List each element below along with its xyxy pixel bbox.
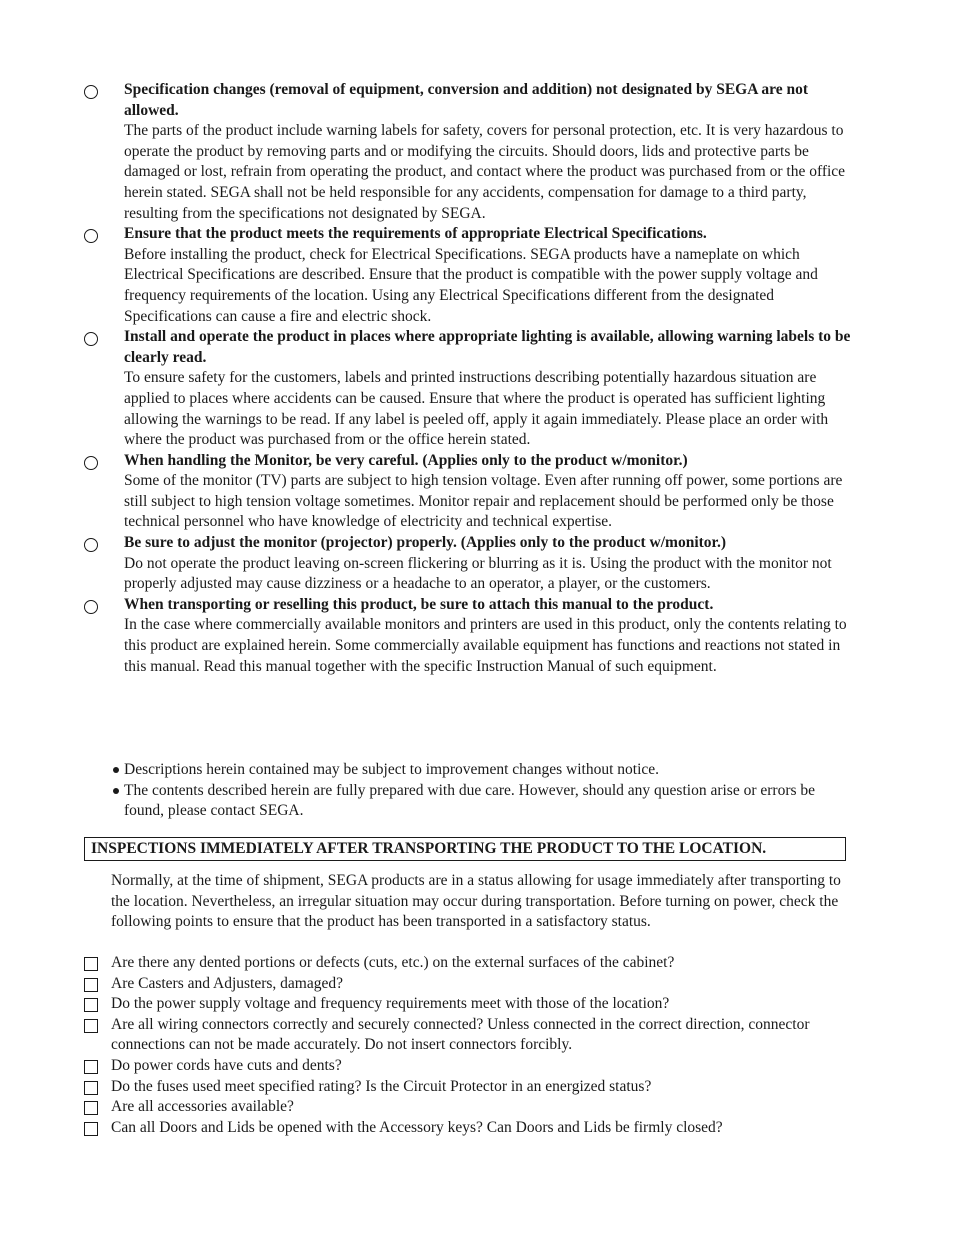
- precaution-item: [84, 451, 854, 533]
- checkbox-icon: [84, 1060, 98, 1074]
- circle-bullet-icon: [84, 85, 98, 99]
- checkbox-icon: [84, 1122, 98, 1136]
- dot-bullet-icon: [113, 788, 119, 794]
- checkbox-icon: [84, 1081, 98, 1095]
- precaution-item: [84, 224, 854, 327]
- precaution-title: Install and operate the product in places where appropriate lighting is available, allowing warning labels to be clearly read.: [124, 328, 851, 366]
- checkbox-icon: [84, 1019, 98, 1033]
- checklist-item: [84, 1097, 844, 1118]
- inspection-intro: Normally, at the time of shipment, SEGA products are in a status allowing for usage immediately after transporting to the location. Nevertheless, an irregular situation may occur during transportation. Before turning on power, check the following points to ensure that the product has been transported in a satisfactory status.: [111, 872, 841, 931]
- checklist-text: Do the power supply voltage and frequency requirements meet with those of the location?: [111, 995, 670, 1013]
- precaution-title: Ensure that the product meets the requirements of appropriate Electrical Specifications.: [124, 225, 707, 243]
- checkbox-icon: [84, 1101, 98, 1115]
- precaution-body: Do not operate the product leaving on-screen flickering or blurring as it is. Using the product with the monitor not properly adjusted may cause dizziness or a headache to an operator, a player, or the customers.: [124, 554, 832, 593]
- precaution-body: To ensure safety for the customers, labels and printed instructions describing potentially hazardous situation are applied to places where accidents can be caused. Ensure that where the product is operated has sufficient lighting allowing the warnings to be read. If any label is peeled off, apply it again immediately. Please place an order with where the product was purchased from or the office herein stated.: [124, 369, 829, 449]
- checklist-item: [84, 994, 844, 1015]
- inspection-heading: INSPECTIONS IMMEDIATELY AFTER TRANSPORTING THE PRODUCT TO THE LOCATION.: [84, 837, 846, 861]
- precaution-body: Before installing the product, check for Electrical Specifications. SEGA products have a nameplate on which Electrical Specifications are described. Ensure that the product is compatible with the power supply voltage and frequency requirements of the location. Using any Electrical Specifications different from the designated Specifications can cause a fire and electric shock.: [124, 245, 818, 325]
- precaution-body: The parts of the product include warning labels for safety, covers for personal protection, etc. It is very hazardous to operate the product by removing parts and or modifying the circuits. Should doors, lids and protective parts be damaged or lost, refrain from operating the product, and contact where the product was purchased from or the office herein stated. SEGA shall not be held responsible for any accidents, compensation for damage to a third party, resulting from the specifications not designated by SEGA.: [124, 122, 846, 222]
- circle-bullet-icon: [84, 332, 98, 346]
- checklist-item: [84, 1118, 844, 1139]
- circle-bullet-icon: [84, 229, 98, 243]
- precaution-body: In the case where commercially available monitors and printers are used in this product, only the contents relating to this product are explained herein. Some commercially available equipment has functions and reactions not stated in this manual. Read this manual together with the specific Instruction Manual of such equipment.: [124, 616, 847, 675]
- precaution-title: When transporting or reselling this product, be sure to attach this manual to the product.: [124, 595, 714, 613]
- dot-bullet-icon: [113, 767, 119, 773]
- note-text: Descriptions herein contained may be subject to improvement changes without notice.: [124, 761, 660, 778]
- note-item: [111, 760, 851, 781]
- checklist-text: Are all accessories available?: [111, 1098, 294, 1116]
- notes-list: [111, 760, 851, 822]
- checklist-text: Are Casters and Adjusters, damaged?: [111, 974, 344, 992]
- circle-bullet-icon: [84, 600, 98, 614]
- note-item: [111, 781, 851, 822]
- precaution-title: When handling the Monitor, be very careful. (Applies only to the product w/monitor.): [124, 451, 688, 469]
- checklist-text: Can all Doors and Lids be opened with the Accessory keys? Can Doors and Lids be firmly closed?: [111, 1118, 723, 1136]
- checklist-item: [84, 953, 844, 974]
- checklist-item: [84, 974, 844, 995]
- precaution-item: [84, 533, 854, 595]
- checkbox-icon: [84, 957, 98, 971]
- precaution-list: [84, 80, 854, 677]
- checklist-text: Are all wiring connectors correctly and securely connected? Unless connected in the correct direction, connector connections can not be made accurately. Do not insert connectors forcibly.: [111, 1015, 810, 1054]
- precaution-item: [84, 80, 854, 224]
- precaution-title: Be sure to adjust the monitor (projector) properly. (Applies only to the product w/monitor.): [124, 534, 727, 552]
- checkbox-icon: [84, 978, 98, 992]
- inspection-checklist: [84, 953, 844, 1138]
- precaution-item: [84, 327, 854, 451]
- precaution-title: Specification changes (removal of equipment, conversion and addition) not designated by SEGA are not allowed.: [124, 81, 809, 119]
- checklist-text: Do the fuses used meet specified rating? Is the Circuit Protector in an energized status?: [111, 1077, 652, 1095]
- checklist-item: [84, 1077, 844, 1098]
- circle-bullet-icon: [84, 538, 98, 552]
- checklist-item: [84, 1056, 844, 1077]
- checklist-item: [84, 1015, 844, 1056]
- note-text: The contents described herein are fully prepared with due care. However, should any question arise or errors be found, please contact SEGA.: [124, 781, 816, 820]
- checkbox-icon: [84, 998, 98, 1012]
- precaution-item: [84, 595, 854, 677]
- circle-bullet-icon: [84, 456, 98, 470]
- checklist-text: Do power cords have cuts and dents?: [111, 1056, 342, 1074]
- precaution-body: Some of the monitor (TV) parts are subject to high tension voltage. Even after running off power, some portions are still subject to high tension voltage sometimes. Monitor repair and replacement should be performed only be those technical personnel who have knowledge of electricity and technical expertise.: [124, 472, 843, 531]
- checklist-text: Are there any dented portions or defects (cuts, etc.) on the external surfaces of the cabinet?: [111, 954, 675, 971]
